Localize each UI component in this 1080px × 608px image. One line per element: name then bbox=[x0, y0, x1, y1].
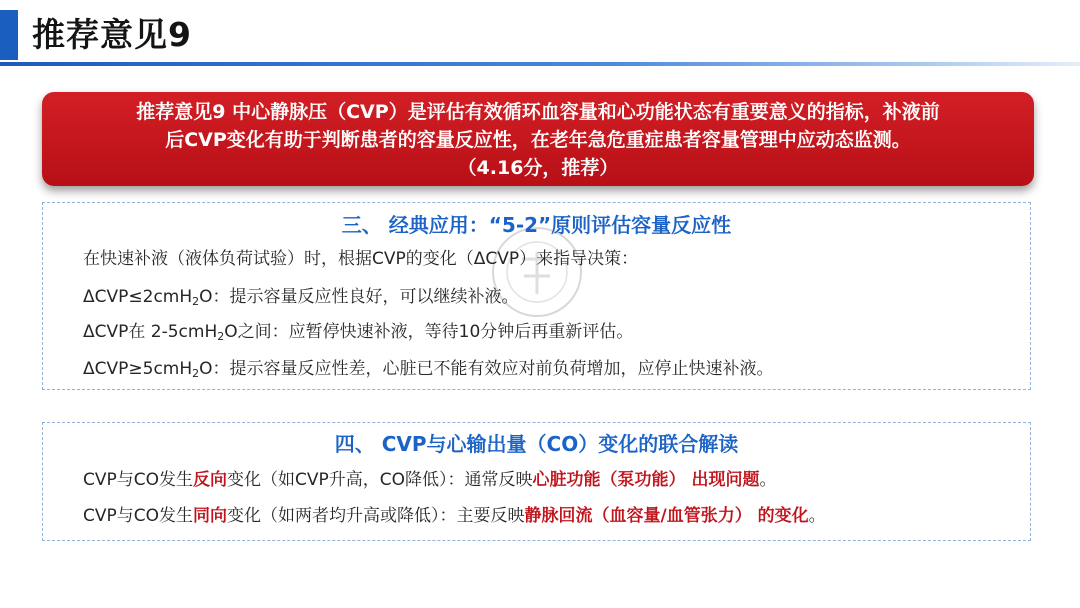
item-3-pre: ΔCVP≥5cmH bbox=[83, 359, 193, 379]
recommendation-line-3: （4.16分，推荐） bbox=[457, 157, 619, 179]
line-2-a: CVP与CO发生 bbox=[83, 506, 194, 526]
line-1-e: 。 bbox=[759, 470, 777, 490]
item-3-sub: 2 bbox=[192, 367, 200, 380]
page-title: 推荐意见9 bbox=[32, 15, 192, 54]
item-1-sub: 2 bbox=[192, 295, 200, 308]
recommendation-line-1: 推荐意见9 中心静脉压（CVP）是评估有效循环血容量和心功能状态有重要意义的指标，补液前 bbox=[136, 101, 940, 123]
title-underline bbox=[0, 62, 1080, 66]
recommendation-box bbox=[42, 92, 1034, 186]
item-3-post: O：提示容量反应性差，心脏已不能有效应对前负荷增加，应停止快速补液。 bbox=[199, 359, 774, 379]
section-cvp-co-interpretation bbox=[42, 422, 1031, 541]
section-3-item-3 bbox=[83, 358, 774, 380]
line-1-highlight-meaning: 心脏功能（泵功能） 出现问题 bbox=[532, 470, 760, 490]
title-accent-bar bbox=[0, 10, 18, 60]
line-2-c: 变化（如两者均升高或降低）：主要反映 bbox=[227, 506, 525, 526]
line-1-c: 变化（如CVP升高，CO降低）：通常反映 bbox=[227, 470, 533, 490]
section-4-line-1 bbox=[83, 469, 776, 491]
line-1-highlight-direction: 反向 bbox=[193, 470, 228, 490]
line-2-e: 。 bbox=[808, 506, 826, 526]
item-1-post: O：提示容量反应性良好，可以继续补液。 bbox=[199, 287, 519, 307]
line-2-highlight-meaning: 静脉回流（血容量/血管张力） 的变化 bbox=[524, 506, 809, 526]
section-3-intro: 在快速补液（液体负荷试验）时，根据CVP的变化（ΔCVP）来指导决策： bbox=[83, 249, 639, 269]
section-3-item-1 bbox=[83, 286, 519, 308]
section-4-line-2 bbox=[83, 505, 826, 527]
item-2-sub: 2 bbox=[217, 330, 225, 343]
line-1-a: CVP与CO发生 bbox=[83, 470, 194, 490]
item-2-pre: ΔCVP在 2-5cmH bbox=[83, 322, 218, 342]
section-3-title: 三、 经典应用：“5-2”原则评估容量反应性 bbox=[341, 213, 732, 237]
line-2-highlight-direction: 同向 bbox=[193, 506, 228, 526]
section-classic-application bbox=[42, 202, 1031, 390]
section-3-item-2 bbox=[83, 321, 633, 343]
recommendation-line-2: 后CVP变化有助于判断患者的容量反应性，在老年急危重症患者容量管理中应动态监测。 bbox=[165, 129, 911, 151]
item-1-pre: ΔCVP≤2cmH bbox=[83, 287, 193, 307]
item-2-post: O之间：应暂停快速补液，等待10分钟后再重新评估。 bbox=[224, 322, 634, 342]
section-4-title: 四、 CVP与心输出量（CO）变化的联合解读 bbox=[334, 432, 739, 456]
